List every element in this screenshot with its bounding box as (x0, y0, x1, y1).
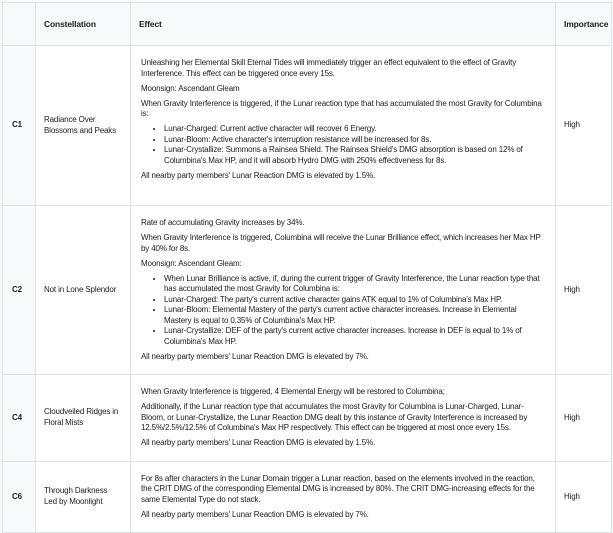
effect-paragraph: Rate of accumulating Gravity increases by 34%. (141, 218, 305, 227)
effect-paragraph: All nearby party members' Lunar Reaction DMG is elevated by 7%. (141, 509, 369, 519)
effect-text (131, 46, 556, 206)
effect-text (131, 375, 556, 462)
constellation-name: Through Darkness Led by Moonlight (36, 461, 131, 533)
table-row (3, 46, 612, 206)
effect-paragraph: Unleashing her Elemental Skill Eternal Tides will immediately trigger an effect equivalent to the effect of Gravity Interference. This effect can be triggered once every 15s. (141, 58, 517, 78)
effect-paragraph: Moonsign: Ascendant Gleam (141, 83, 240, 93)
importance-value: High (556, 375, 612, 462)
constellation-id: C6 (3, 461, 36, 533)
constellations-table (2, 2, 612, 533)
effect-paragraph: When Gravity Interference is triggered, if the Lunar reaction type that has accumulated the most Gravity for Columbina is: (141, 98, 542, 118)
table-row (3, 461, 612, 533)
effect-bullet-item: • Lunar-Crystallize: Summons a Rainsea Shield. The Rainsea Shield's DMG absorption is based on 12% of Columbina's Max HP, and it will absorb Hydro DMG with 250% effectiveness for 8s. (164, 145, 545, 166)
effect-bullet-item: • Lunar-Charged: The party's current active character gains ATK equal to 1% of Columbina's Max HP. (164, 295, 545, 306)
header-cell-importance: Importance (556, 3, 612, 46)
header-cell-blank (3, 3, 36, 46)
header-cell-effect: Effect (131, 3, 556, 46)
effect-paragraph: When Gravity Interference is triggered, 4 Elemental Energy will be restored to Columbina; (141, 387, 445, 396)
constellation-name: Radiance Over Blossoms and Peaks (36, 46, 131, 206)
effect-bullet-item: • Lunar-Bloom: Elemental Mastery of the party's current active character increases. Increase in Elemental Mastery is equal to 0.35% of Columbina's Max HP. (164, 305, 545, 326)
constellation-id: C4 (3, 375, 36, 462)
effect-text (131, 206, 556, 375)
effect-bullet-item: • Lunar-Crystallize: DEF of the party's current active character increases. Increase in DEF is equal to 1% of Columbina's Max HP. (164, 326, 545, 347)
effect-paragraph: All nearby party members' Lunar Reaction DMG is elevated by 7%. (141, 351, 369, 361)
effect-text (131, 461, 556, 533)
effect-bullet-item: • Lunar-Charged: Current active character will recover 6 Energy. (164, 124, 545, 135)
header-cell-constellation: Constellation (36, 3, 131, 46)
effect-paragraph: Additionally, if the Lunar reaction type that accumulates the most Gravity for Columbina is Lunar-Charged, Lunar-Bloom, or Lunar-Crystallize, the Lunar Reaction DMG dealt by this instance of Gravity Interference is increased by 12.5%/2.5%/12.5% of Columbina's Max HP respectively. This effect can be triggered at most once every 15s. (141, 402, 528, 432)
constellation-name: Not in Lone Splendor (36, 206, 131, 375)
effect-paragraph: When Gravity Interference is triggered, Columbina will receive the Lunar Brilliance effect, which increases her Max HP by 40% for 8s. (141, 233, 541, 253)
effect-paragraph: For 8s after characters in the Lunar Domain trigger a Lunar reaction, based on the elements involved in the reaction, the CRIT DMG of the corresponding Elemental DMG is increased by 80%. The CRIT DMG-increasing effects for the same Elemental Type do not stack. (141, 473, 535, 504)
effect-bullet-item: • When Lunar Brilliance is active, if, during the current trigger of Gravity Interference, the Lunar reaction type that has accumulated the most Gravity for Columbina is: (164, 274, 545, 295)
effect-bullet-list (141, 124, 545, 166)
table-row (3, 375, 612, 462)
table-row (3, 206, 612, 375)
effect-paragraph: All nearby party members' Lunar Reaction DMG is elevated by 1.5%. (141, 170, 376, 180)
constellation-id: C1 (3, 46, 36, 206)
effect-bullet-list (141, 274, 545, 348)
importance-value: High (556, 46, 612, 206)
importance-value: High (556, 206, 612, 375)
header-row (3, 3, 612, 46)
effect-paragraph: Moonsign: Ascendant Gleam: (141, 258, 242, 268)
importance-value: High (556, 461, 612, 533)
constellations-table-container (2, 2, 611, 533)
effect-paragraph: All nearby party members' Lunar Reaction DMG is elevated by 1.5%. (141, 438, 376, 447)
constellation-name: Cloudveiled Ridges in Floral Mists (36, 375, 131, 462)
effect-bullet-item: • Lunar-Bloom: Active character's interruption resistance will be increased for 8s. (164, 135, 545, 146)
constellation-id: C2 (3, 206, 36, 375)
